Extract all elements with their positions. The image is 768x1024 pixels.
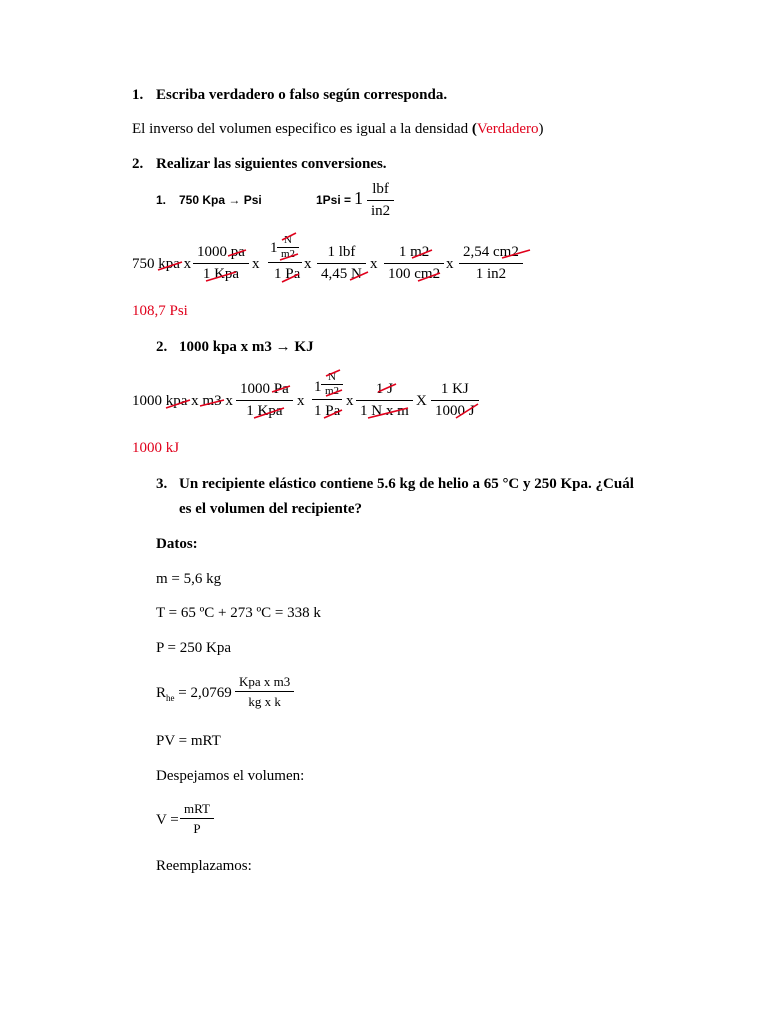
sub1-fraction-3: 1 lbf 4,45 N bbox=[317, 245, 366, 282]
sub2-fraction-4: 1 KJ 1000 J bbox=[431, 382, 479, 419]
data-temperature: T = 65 ºC + 273 ºC = 338 k bbox=[156, 605, 321, 621]
sub2-fraction-2-inner: N m2 bbox=[321, 372, 343, 397]
despejamos-text: Despejamos el volumen: bbox=[156, 768, 305, 784]
psi-def-fraction bbox=[367, 182, 394, 219]
sub1-result: 108,7 Psi bbox=[132, 303, 188, 319]
sub1-fraction-2-one: 1 bbox=[270, 240, 278, 256]
sub1-fraction-1: 1000 pa 1 Kpa bbox=[193, 245, 249, 282]
times-sign: x bbox=[446, 256, 454, 272]
psi-den: in2 bbox=[371, 203, 391, 219]
sub3-title-line1: Un recipiente elástico contiene 5.6 kg de helio a 65 °C y 250 Kpa. ¿Cuál bbox=[179, 476, 634, 492]
sub1-fraction-2-inner: N m2 bbox=[277, 235, 299, 260]
sub2-fraction-2-one: 1 bbox=[314, 379, 322, 395]
sub2-title: 1000 kpa x m3 → KJ bbox=[179, 339, 314, 355]
q1-answer: Verdadero bbox=[476, 121, 539, 137]
sub3-number: 3. bbox=[156, 476, 168, 492]
times-sign-upper: X bbox=[416, 393, 427, 409]
datos-heading: Datos: bbox=[156, 536, 198, 552]
sub1-fraction-2-bar bbox=[268, 262, 302, 263]
psi-def-label: 1Psi = bbox=[316, 193, 352, 207]
q1-paren-close: ) bbox=[538, 121, 544, 137]
sub2-fraction-2-bar bbox=[312, 399, 342, 400]
psi-def-one: 1 bbox=[354, 188, 363, 208]
reemplazamos-text: Reemplazamos: bbox=[156, 858, 252, 874]
psi-num: lbf bbox=[372, 181, 389, 197]
volume-formula-prefix: V = bbox=[156, 812, 179, 828]
sub2-result: 1000 kJ bbox=[132, 440, 180, 456]
sub1-number: 1. bbox=[156, 193, 167, 207]
q1-title: Escriba verdadero o falso según corresponda. bbox=[156, 87, 448, 103]
q1-number: 1. bbox=[132, 87, 144, 103]
times-sign: x bbox=[252, 256, 260, 272]
data-gas-constant: $R_{he} = 2,0769$ bbox=[156, 685, 232, 703]
times-sign: x bbox=[346, 393, 354, 409]
sub1-title: 750 Kpa → Psi bbox=[179, 193, 262, 207]
volume-formula-fraction: mRT P bbox=[180, 802, 214, 835]
ideal-gas-equation: PV = mRT bbox=[156, 733, 221, 749]
sub3-title-line2: es el volumen del recipiente? bbox=[179, 501, 363, 517]
q2-title: Realizar las siguientes conversiones. bbox=[156, 156, 387, 172]
sub2-fraction-3: 1 J 1 N x m bbox=[356, 382, 413, 419]
gas-constant-units: Kpa x m3 kg x k bbox=[235, 675, 294, 708]
sub2-fraction-1: 1000 Pa 1 Kpa bbox=[236, 382, 293, 419]
data-mass: m = 5,6 kg bbox=[156, 571, 222, 587]
times-sign: x bbox=[304, 256, 312, 272]
sub1-fraction-2-den: 1 Pa bbox=[274, 266, 301, 282]
q1-statement-line bbox=[132, 122, 544, 137]
sub2-number: 2. bbox=[156, 339, 168, 355]
q2-number: 2. bbox=[132, 156, 144, 172]
q1-paren-open: ( bbox=[471, 121, 477, 137]
sub1-fraction-4: 1 m2 100 cm2 bbox=[384, 245, 444, 282]
q1-statement: El inverso del volumen especifico es igual a la densidad bbox=[132, 121, 472, 137]
times-sign: x bbox=[370, 256, 378, 272]
data-pressure: P = 250 Kpa bbox=[156, 640, 231, 656]
sub1-lead: 750 kpa x bbox=[132, 256, 192, 272]
sub2-lead: 1000 kpa x m3 x bbox=[132, 393, 233, 409]
sub2-fraction-2-den: 1 Pa bbox=[314, 403, 341, 419]
sub1-fraction-5: 2,54 cm2 1 in2 bbox=[459, 245, 523, 282]
times-sign: x bbox=[297, 393, 305, 409]
